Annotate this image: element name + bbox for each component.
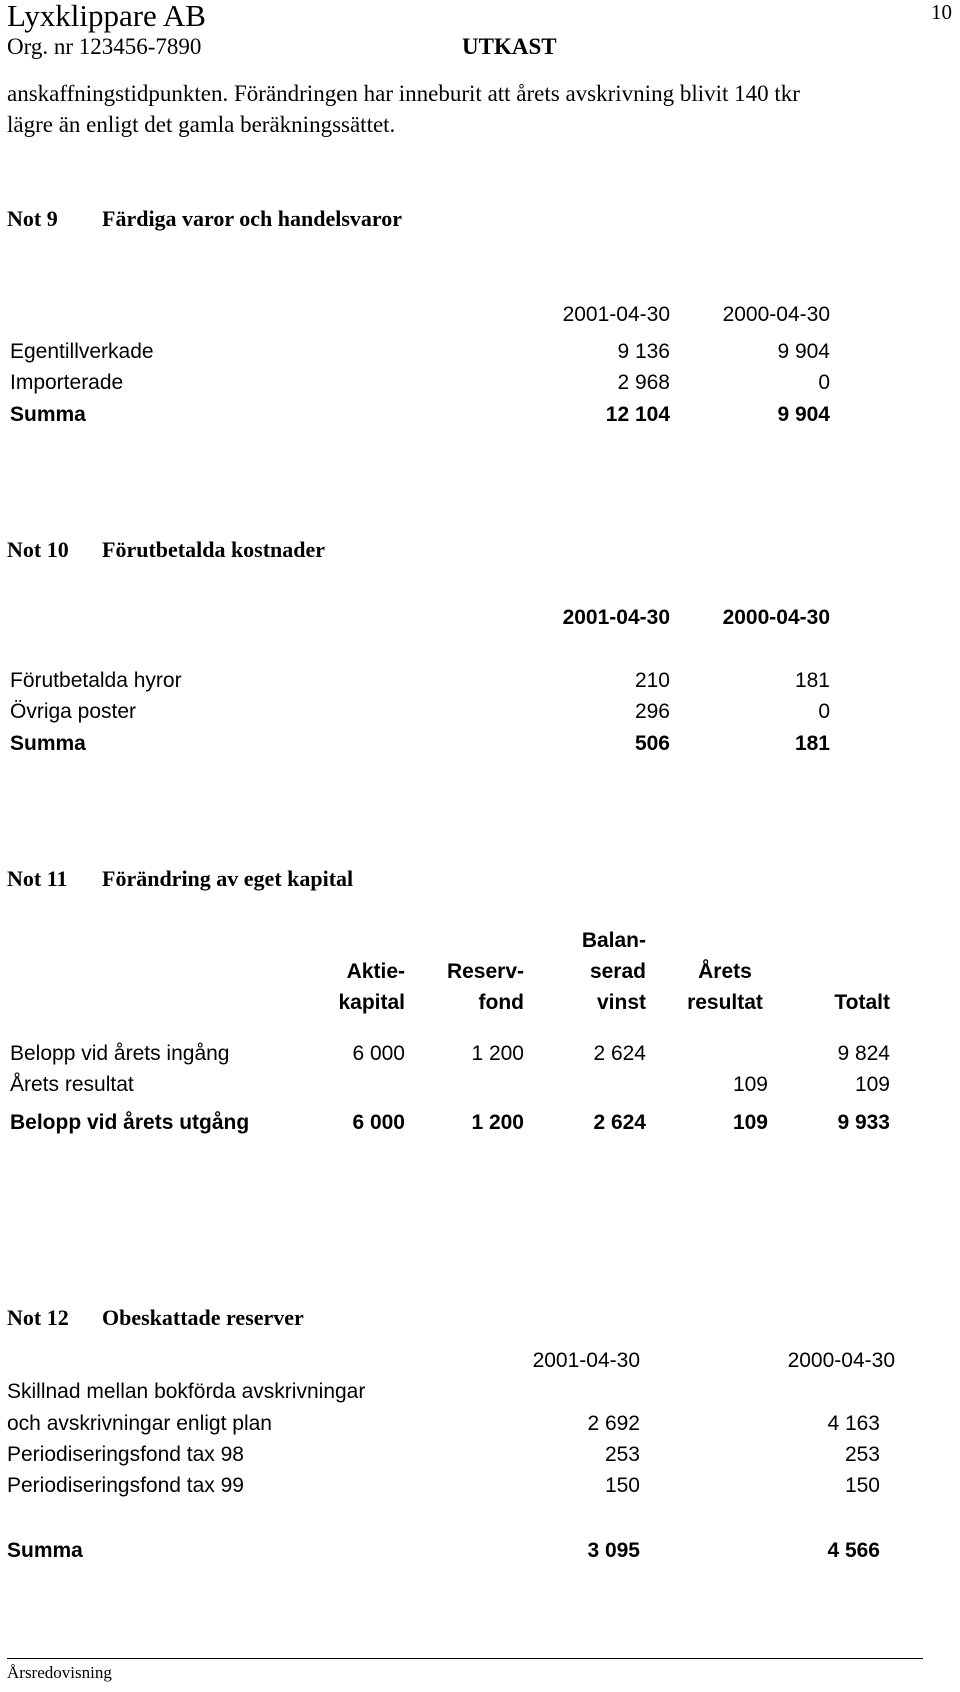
value-2000: 181 — [794, 669, 830, 692]
sum-label: Summa — [7, 1539, 83, 1562]
sum-2000: 9 904 — [777, 403, 830, 426]
intro-line-2: lägre än enligt det gamla beräkningssättet. — [7, 112, 396, 137]
column-header-2001: 2001-04-30 — [532, 1349, 640, 1372]
header-balans-1: Balan- — [581, 929, 646, 952]
note-number: Not 11 — [7, 866, 68, 891]
header-balans-2: serad — [589, 960, 646, 983]
sum-reserv: 1 200 — [471, 1111, 524, 1134]
sum-2001: 506 — [634, 732, 670, 755]
company-name: Lyxklippare AB — [7, 0, 206, 33]
column-header-2000: 2000-04-30 — [787, 1349, 895, 1372]
header-reserv-1: Reserv- — [446, 960, 524, 983]
sum-label: Summa — [10, 403, 86, 426]
note-number: Not 10 — [7, 537, 69, 562]
column-header-2001: 2001-04-30 — [562, 303, 670, 326]
value-2001: 210 — [634, 669, 670, 692]
row-label: och avskrivningar enligt plan — [7, 1412, 272, 1435]
draft-label: UTKAST — [462, 34, 557, 59]
sum-arets: 109 — [732, 1111, 768, 1134]
sum-2001: 3 095 — [587, 1539, 640, 1562]
column-header-2000: 2000-04-30 — [722, 606, 830, 629]
org-number: Org. nr 123456-7890 — [7, 34, 202, 59]
value-2001: 2 968 — [617, 371, 670, 394]
row-label: Periodiseringsfond tax 98 — [7, 1443, 244, 1466]
value-2000: 150 — [844, 1474, 880, 1497]
value-2000: 0 — [818, 700, 830, 723]
sum-label: Summa — [10, 732, 86, 755]
sum-2000: 181 — [794, 732, 830, 755]
value-totalt: 9 824 — [837, 1042, 890, 1065]
footer-divider — [7, 1658, 923, 1659]
value-2000: 4 163 — [827, 1412, 880, 1435]
page-number: 10 — [931, 0, 952, 24]
row-label: Importerade — [10, 371, 124, 394]
row-label: Periodiseringsfond tax 99 — [7, 1474, 244, 1497]
note-title: Förutbetalda kostnader — [102, 537, 326, 562]
header-aktie-1: Aktie- — [346, 960, 405, 983]
header-arets-2: resultat — [687, 991, 763, 1014]
value-2001: 150 — [604, 1474, 640, 1497]
value-balans: 2 624 — [593, 1042, 646, 1065]
value-2000: 0 — [818, 371, 830, 394]
value-arets: 109 — [732, 1073, 768, 1096]
row-label: Förutbetalda hyror — [10, 669, 182, 692]
header-aktie-2: kapital — [338, 991, 405, 1014]
header-reserv-2: fond — [478, 991, 524, 1014]
sum-2001: 12 104 — [605, 403, 670, 426]
intro-line-1: anskaffningstidpunkten. Förändringen har inneburit att årets avskrivning blivit 140 tkr — [7, 81, 800, 106]
row-label: Skillnad mellan bokförda avskrivningar — [7, 1380, 366, 1403]
row-label: Belopp vid årets ingång — [10, 1042, 230, 1065]
value-totalt: 109 — [854, 1073, 890, 1096]
value-reserv: 1 200 — [471, 1042, 524, 1065]
value-2001: 2 692 — [587, 1412, 640, 1435]
sum-balans: 2 624 — [593, 1111, 646, 1134]
header-balans-3: vinst — [596, 991, 646, 1014]
note-number: Not 9 — [7, 206, 58, 231]
value-aktie: 6 000 — [352, 1042, 405, 1065]
sum-2000: 4 566 — [827, 1539, 880, 1562]
note-title: Obeskattade reserver — [102, 1305, 304, 1330]
value-2000: 253 — [844, 1443, 880, 1466]
row-label: Årets resultat — [10, 1073, 134, 1096]
value-2001: 296 — [634, 700, 670, 723]
value-2001: 253 — [604, 1443, 640, 1466]
row-label: Övriga poster — [10, 700, 137, 723]
header-totalt: Totalt — [834, 991, 890, 1014]
note-title: Färdiga varor och handelsvaror — [102, 206, 403, 231]
value-2001: 9 136 — [617, 340, 670, 363]
column-header-2000: 2000-04-30 — [722, 303, 830, 326]
sum-label: Belopp vid årets utgång — [10, 1111, 250, 1134]
note-title: Förändring av eget kapital — [102, 866, 354, 891]
row-label: Egentillverkade — [10, 340, 154, 363]
sum-totalt: 9 933 — [837, 1111, 890, 1134]
note-number: Not 12 — [7, 1305, 69, 1330]
header-arets-1: Årets — [698, 960, 752, 983]
value-2000: 9 904 — [777, 340, 830, 363]
sum-aktie: 6 000 — [352, 1111, 405, 1134]
column-header-2001: 2001-04-30 — [562, 606, 670, 629]
footer-text: Årsredovisning — [7, 1663, 112, 1682]
